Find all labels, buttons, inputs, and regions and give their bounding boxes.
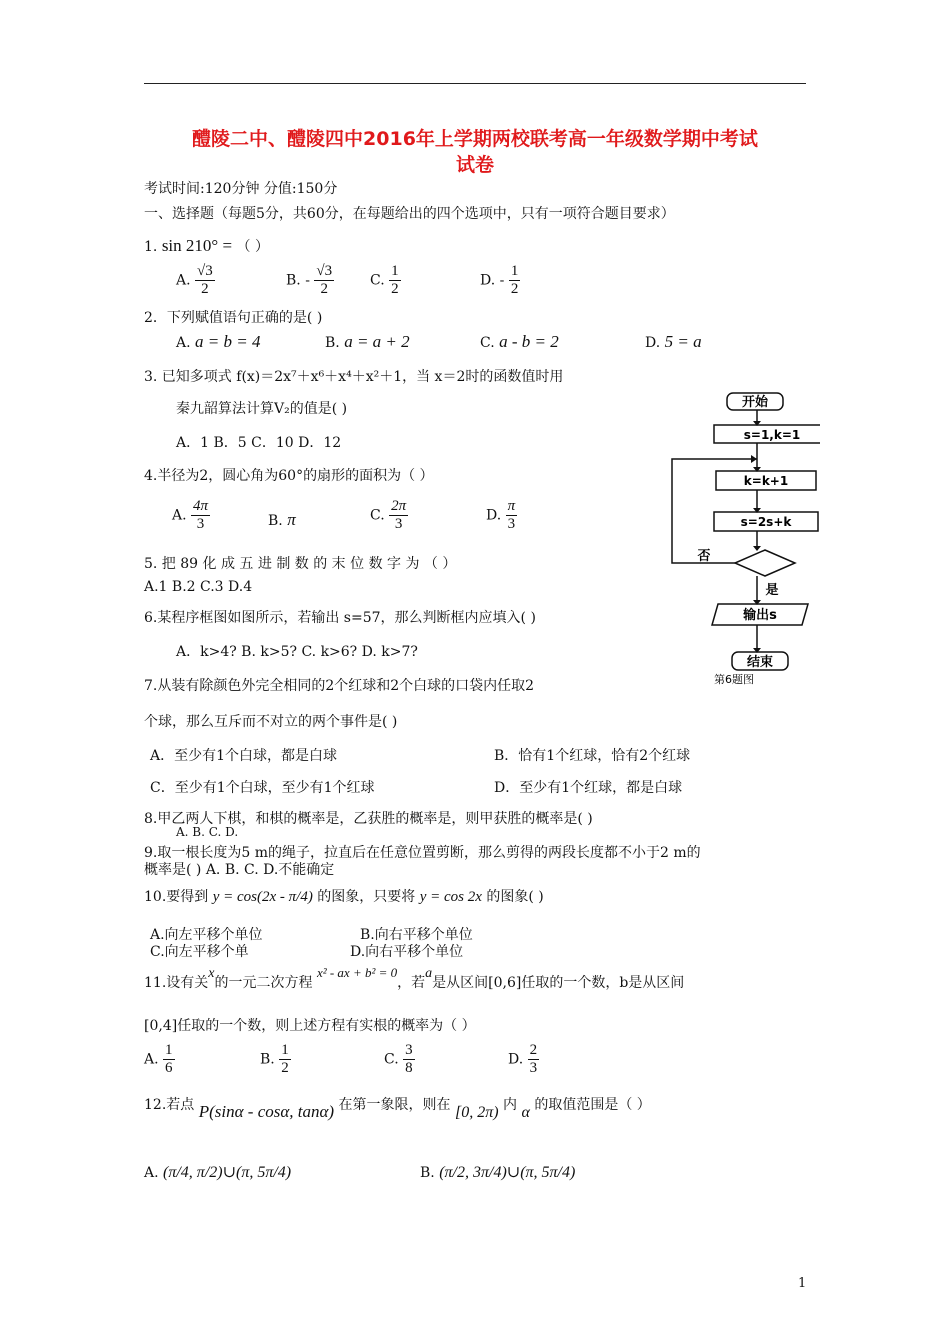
q12-option-a: A. (π/4, π/2)∪(π, 5π/4) [144,1164,292,1181]
q1-number: 1. [144,239,158,255]
q7-option-a: A．至少有1个白球，都是白球 [150,748,338,764]
q12-point: P(sinα - cosα, tanα) [198,1102,335,1121]
q1-b-fraction: $\frac{√3}{2}$ [316,263,333,297]
question-5-options: A.1 B.2 C.3 D.4 [144,579,253,595]
header-rule [144,83,806,84]
question-4: 4.半径为2，圆心角为60°的扇形的面积为（ ） [144,468,434,484]
page-number: 1 [798,1276,807,1291]
q10-option-b: B.向右平移个单位 [360,927,473,943]
q1-option-b: B. - $\frac{√3}{2}$ [286,263,333,297]
program-flowchart [660,385,820,695]
q10-target-function: y = cos(2x - π/4) [212,889,313,905]
q4-option-c: C. $\frac{2\pi}{3}$ [370,498,407,532]
q12-interval: [0, 2π) [455,1104,499,1121]
q10-source-function: y = cos 2x [419,889,482,905]
flow-init-label: s=1,k=1 [743,428,801,442]
question-11-line1: 11.设有关x的一元二次方程 x² - ax + b² = 0，若a是从区间[0,6]任取的一个数，b是从区间 [144,965,685,991]
question-11-line2: [0,4]任取的一个数，则上述方程有实根的概率为（ ） [144,1018,476,1034]
q2-option-d: D. 5 = a [645,332,702,351]
question-8: 8.甲乙两人下棋，和棋的概率是，乙获胜的概率是，则甲获胜的概率是( ) [144,811,593,827]
q7-option-b: B．恰有1个红球，恰有2个红球 [494,748,691,764]
section-heading: 一、选择题（每题5分，共60分，在每题给出的四个选项中，只有一项符合题目要求） [144,206,675,222]
question-12: 12.若点 P(sinα - cosα, tanα) 在第一象限，则在 [0, 2π) 内 α 的取值范围是（ ） [144,1097,651,1121]
q2-option-c: C. a - b = 2 [480,332,559,351]
q10-option-d: D.向右平移个单位 [350,944,464,960]
q4-option-d: D. $\frac{\pi}{3}$ [486,498,516,532]
q11-option-d: D. $\frac{2}{3}$ [508,1042,538,1076]
q1-option-a: A. $\frac{√3}{2}$ [176,263,213,297]
question-7-line1: 7.从装有除颜色外完全相同的2个红球和2个白球的口袋内任取2 [144,678,535,694]
question-5: 5. 把 89 化 成 五 进 制 数 的 末 位 数 字 为 （ ） [144,556,457,572]
q4-option-b: B. π [268,510,296,529]
flow-no-label: 否 [697,549,711,564]
flow-incr-label: k=k+1 [743,474,789,488]
q11-option-a: A. $\frac{1}{6}$ [144,1042,173,1076]
q2-option-a: A. a = b = 4 [176,332,261,351]
q1-a-fraction: $\frac{√3}{2}$ [197,263,213,297]
q1-option-c: C. $\frac{1}{2}$ [370,263,399,297]
q4-option-a: A. $\frac{4\pi}{3}$ [172,498,209,532]
flow-yes-label: 是 [765,583,779,598]
question-3-options: A．1 B．5 C．10 D．12 [176,435,342,451]
question-9-line2: 概率是( ) A. B. C. D.不能确定 [144,862,335,878]
question-6: 6.某程序框图如图所示，若输出 s=57，那么判断框内应填入( ) [144,610,536,626]
question-10: 10.要得到 y = cos(2x - π/4) 的图象，只要将 y = cos 2x 的图象( ) [144,889,544,905]
question-1 [144,236,269,256]
question-3-line1: 3. 已知多项式 f(x)＝2x⁷＋x⁶＋x⁴＋x²＋1，当 x＝2时的函数值时用 [144,369,564,385]
question-3-line2: 秦九韶算法计算V₂的值是( ) [176,401,348,417]
q7-option-c: C．至少有1个白球，至少有1个红球 [150,780,375,796]
question-6-options: A．k>4? B. k>5? C. k>6? D. k>7? [176,644,418,660]
flow-update-label: s=2s+k [740,515,792,529]
q11-equation: x² - ax + b² = 0 [316,965,398,980]
q11-option-c: C. $\frac{3}{8}$ [384,1042,413,1076]
q11-option-b: B. $\frac{1}{2}$ [260,1042,289,1076]
q2-option-b: B. a = a + 2 [325,332,410,351]
question-8-options: A. B. C. D. [176,825,239,839]
q1-d-fraction: $\frac{1}{2}$ [510,263,519,297]
q10-option-c: C.向左平移个单 [150,944,249,960]
flow-end-label: 结束 [746,655,774,670]
q1-c-fraction: $\frac{1}{2}$ [391,263,399,297]
question-9-line1: 9.取一根长度为5 m的绳子，拉直后在任意位置剪断，那么剪得的两段长度都不小于2 m的 [144,845,701,861]
flow-decision-diamond [735,550,795,576]
question-7-line2: 个球，那么互斥而不对立的两个事件是( ) [144,714,398,730]
flow-start-label: 开始 [741,395,769,410]
exam-info: 考试时间:120分钟 分值:150分 [144,181,338,197]
q10-option-a: A.向左平移个单位 [150,927,263,943]
q1-blank: （ ） [236,239,269,255]
q1-option-d: D. - $\frac{1}{2}$ [480,263,519,297]
exam-title-line1: 醴陵二中、醴陵四中2016年上学期两校联考高一年级数学期中考试 [192,128,758,150]
question-2: 2．下列赋值语句正确的是( ) [144,310,323,326]
flowchart-caption: 第6题图 [714,673,754,686]
flow-output-label: 输出s [743,608,777,623]
exam-title-line2: 试卷 [455,154,494,176]
q1-expression: sin 210° = [161,236,233,255]
q12-option-b: B. (π/2, 3π/4)∪(π, 5π/4) [420,1164,576,1181]
q7-option-d: D．至少有1个红球，都是白球 [494,780,683,796]
